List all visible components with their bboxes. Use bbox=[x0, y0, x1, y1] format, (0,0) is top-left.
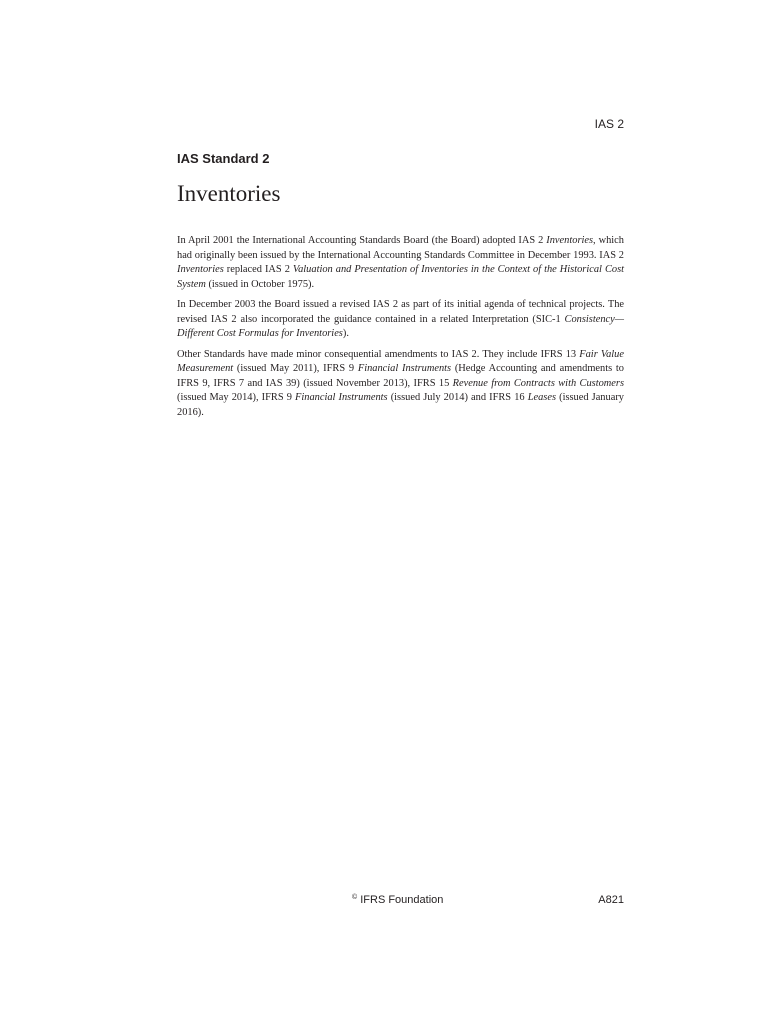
running-head: IAS 2 bbox=[594, 117, 624, 131]
text-segment: (issued January 2016). bbox=[177, 392, 624, 418]
paragraph-2 bbox=[177, 298, 624, 342]
text-segment: (issued May 2011), IFRS 9 bbox=[233, 363, 358, 374]
footer-copyright bbox=[352, 893, 443, 907]
text-segment: (issued July 2014) and IFRS 16 bbox=[387, 392, 528, 403]
page-title: Inventories bbox=[177, 181, 281, 206]
italic-title-reference: Inventories bbox=[546, 235, 594, 246]
text-segment: (Hedge Accounting and amendments to IFRS 9, IFRS 7 and IAS 39) (issued November 2013), IFRS 15 bbox=[177, 363, 624, 389]
paragraph-1 bbox=[177, 234, 624, 292]
standard-label: IAS Standard 2 bbox=[177, 151, 270, 166]
text-segment: , which had originally been issued by the International Accounting Standards Committee in December 1993. IAS 2 bbox=[177, 235, 624, 261]
text-segment: replaced IAS 2 bbox=[223, 264, 293, 275]
copyright-symbol: © bbox=[352, 894, 358, 901]
italic-title-reference: Revenue from Contracts with Customers bbox=[452, 377, 624, 389]
text-segment: In April 2001 the International Accounting Standards Board (the Board) adopted IAS 2 bbox=[177, 235, 547, 246]
italic-title-reference: Inventories bbox=[177, 264, 224, 275]
copyright-text: IFRS Foundation bbox=[357, 894, 444, 906]
footer bbox=[177, 893, 624, 907]
italic-title-reference: Consistency—Different Cost Formulas for Inventories bbox=[177, 313, 624, 339]
italic-title-reference: Valuation and Presentation of Inventories in the Context of the Historical Cost System bbox=[177, 264, 624, 290]
italic-title-reference: Financial Instruments bbox=[357, 363, 452, 374]
text-segment: (issued in October 1975). bbox=[205, 278, 315, 290]
text-segment: (issued May 2014), IFRS 9 bbox=[177, 392, 296, 403]
italic-title-reference: Leases bbox=[527, 392, 556, 403]
italic-title-reference: Fair Value Measurement bbox=[177, 348, 624, 374]
paragraph-3 bbox=[177, 348, 624, 421]
body-text bbox=[177, 234, 624, 426]
italic-title-reference: Financial Instruments bbox=[295, 392, 388, 403]
text-segment: In December 2003 the Board issued a revised IAS 2 as part of its initial agenda of technical projects. The revised IAS 2 also incorporated the guidance contained in a related Interpretation (SIC-1 bbox=[177, 299, 624, 325]
text-segment: Other Standards have made minor consequential amendments to IAS 2. They include IFRS 13 bbox=[177, 348, 580, 360]
text-segment: ). bbox=[342, 328, 349, 339]
page-number: A821 bbox=[598, 894, 624, 906]
